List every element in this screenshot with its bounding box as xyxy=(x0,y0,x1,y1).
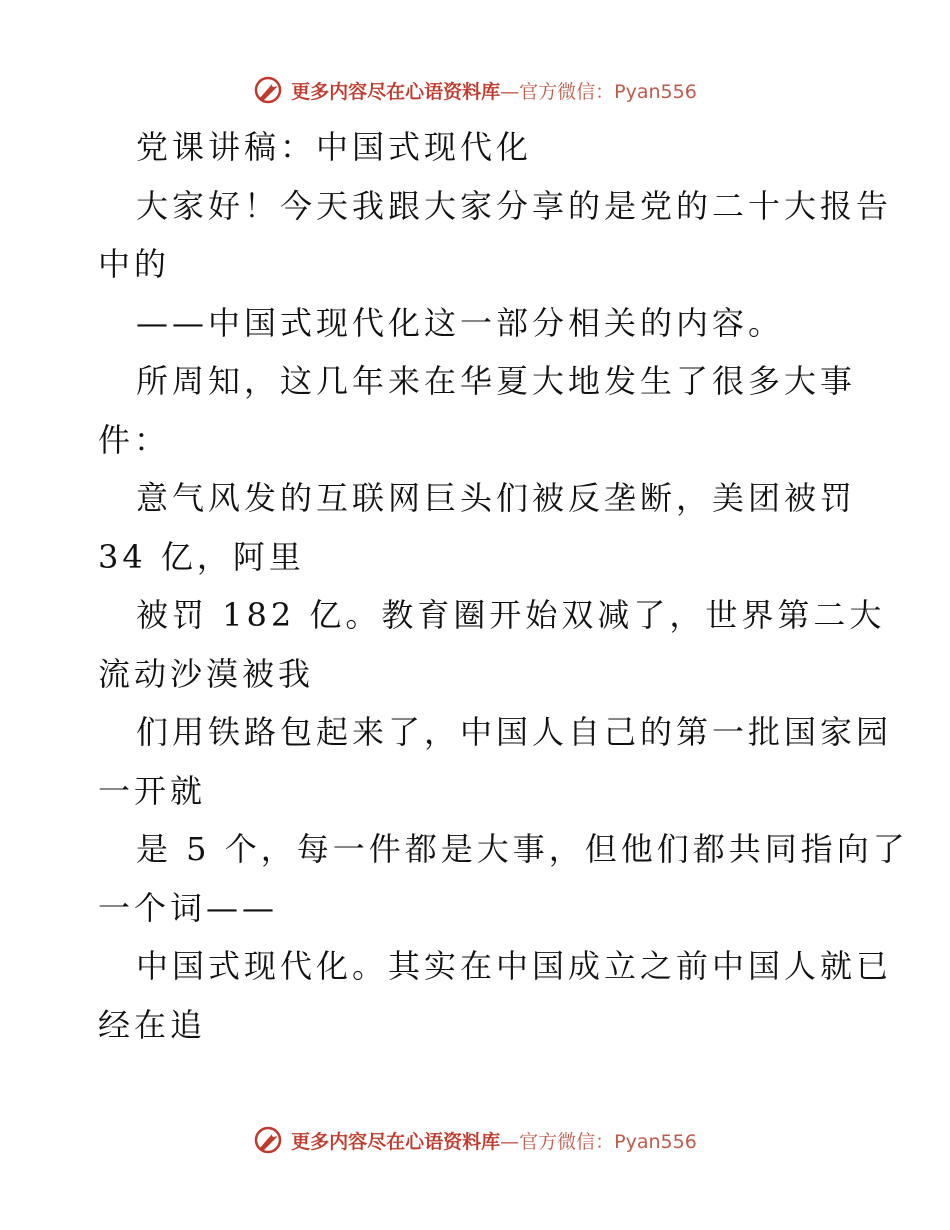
doc-line: 中的 xyxy=(98,245,171,283)
footer-banner xyxy=(0,1120,950,1160)
doc-line: ——中国式现代化这一部分相关的内容。 xyxy=(136,303,785,342)
doc-line: 大家好！今天我跟大家分享的是党的二十大报告 xyxy=(136,186,893,225)
doc-title: 党课讲稿：中国式现代化 xyxy=(136,128,533,166)
doc-line: 是 5 个，每一件都是大事，但他们都共同指向了 xyxy=(136,830,909,868)
doc-line: 意气风发的互联网巨头们被反垄断，美团被罚 xyxy=(136,479,857,517)
doc-line: 被罚 182 亿。教育圈开始双减了，世界第二大 xyxy=(136,596,886,634)
doc-line: 所周知，这几年来在华夏大地发生了很多大事 xyxy=(136,362,857,400)
header-site-text: 更多内容尽在心语资料库 xyxy=(291,80,501,103)
pen-logo-icon xyxy=(253,75,283,105)
doc-line: 经在追 xyxy=(98,1005,207,1044)
doc-line: 一开就 xyxy=(98,771,207,810)
header-contact-text: —官方微信：Pyan556 xyxy=(500,80,697,103)
document-body xyxy=(98,118,909,1054)
doc-line: 们用铁路包起来了，中国人自己的第一批国家园 xyxy=(136,713,893,751)
footer-contact-text: —官方微信：Pyan556 xyxy=(500,1130,697,1153)
doc-line: 件： xyxy=(98,420,171,459)
doc-line: 34 亿，阿里 xyxy=(98,537,305,576)
header-banner xyxy=(0,70,950,110)
doc-line: 一个词—— xyxy=(98,888,279,927)
footer-site-text: 更多内容尽在心语资料库 xyxy=(291,1130,501,1153)
pen-logo-icon xyxy=(253,1125,283,1155)
doc-line: 流动沙漠被我 xyxy=(98,654,315,693)
doc-line: 中国式现代化。其实在中国成立之前中国人就已 xyxy=(136,947,893,985)
